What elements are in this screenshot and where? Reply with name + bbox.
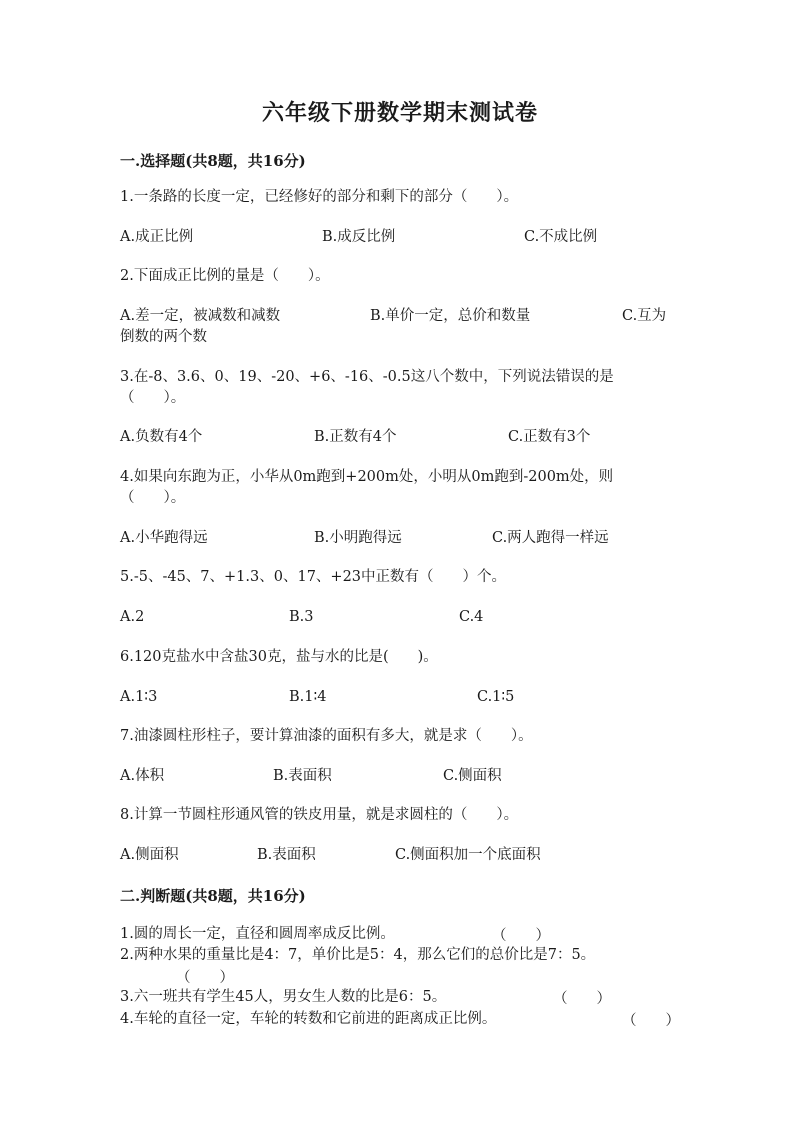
judgement-1-answer-blank[interactable]: （ ） [492, 928, 550, 944]
question-2-stem: 2.下面成正比例的量是（ ）。 [120, 268, 330, 284]
question-1-option-b: B.成反比例 [322, 229, 396, 245]
question-1-option-a: A.成正比例 [120, 229, 194, 245]
question-4-option-b: B.小明跑得远 [314, 530, 402, 546]
question-4-option-a: A.小华跑得远 [120, 530, 208, 546]
question-5-option-c: C.4 [459, 609, 484, 625]
question-7-option-c: C.侧面积 [443, 768, 502, 784]
question-6-option-a: A.1∶3 [120, 689, 158, 705]
judgement-3: 3.六一班共有学生45人，男女生人数的比是6：5。 [120, 989, 447, 1005]
question-4-option-c: C.两人跑得一样远 [492, 530, 609, 546]
judgement-4: 4.车轮的直径一定，车轮的转数和它前进的距离成正比例。 [120, 1011, 497, 1027]
question-1-option-c: C.不成比例 [524, 229, 598, 245]
section-heading-choice: 一.选择题(共8题，共16分) [120, 152, 306, 170]
question-4-stem: 4.如果向东跑为正，小华从0m跑到+200m处，小明从0m跑到-200m处，则 [120, 469, 614, 485]
question-3-stem: 3.在-8、3.6、0、19、-20、+6、-16、-0.5这八个数中，下列说法错误的是 [120, 369, 614, 385]
question-2-option-a: A.差一定，被减数和减数 [120, 308, 281, 324]
question-1-stem: 1.一条路的长度一定，已经修好的部分和剩下的部分（ ）。 [120, 189, 519, 205]
question-4-stem-cont: （ ）。 [120, 490, 186, 506]
question-2-option-b: B.单价一定，总价和数量 [370, 308, 531, 324]
question-3-option-a: A.负数有4个 [120, 429, 203, 445]
question-5-stem: 5.-5、-45、7、+1.3、0、17、+23中正数有（ ）个。 [120, 569, 507, 585]
question-8-option-c: C.侧面积加一个底面积 [395, 847, 541, 863]
question-7-option-b: B.表面积 [273, 768, 332, 784]
question-2-option-c: C.互为 [622, 308, 667, 324]
question-7-option-a: A.体积 [120, 768, 165, 784]
question-2-option-c-cont: 倒数的两个数 [120, 329, 207, 345]
section-heading-judgement: 二.判断题(共8题，共16分) [120, 887, 306, 905]
question-8-option-a: A.侧面积 [120, 847, 179, 863]
question-5-option-a: A.2 [120, 609, 145, 625]
question-8-option-b: B.表面积 [257, 847, 316, 863]
question-8-stem: 8.计算一节圆柱形通风管的铁皮用量，就是求圆柱的（ ）。 [120, 807, 519, 823]
question-6-option-b: B.1∶4 [289, 689, 327, 705]
judgement-3-answer-blank[interactable]: （ ） [553, 991, 611, 1007]
judgement-2-answer-blank[interactable]: （ ） [176, 970, 234, 986]
question-3-option-c: C.正数有3个 [508, 429, 591, 445]
page-title: 六年级下册数学期末测试卷 [261, 100, 538, 126]
judgement-1: 1.圆的周长一定，直径和圆周率成反比例。 [120, 926, 395, 942]
question-6-option-c: C.1∶5 [477, 689, 515, 705]
question-6-stem: 6.120克盐水中含盐30克，盐与水的比是( )。 [120, 649, 438, 665]
question-3-stem-cont: （ ）。 [120, 390, 186, 406]
judgement-2: 2.两种水果的重量比是4：7，单价比是5：4，那么它们的总价比是7：5。 [120, 947, 596, 963]
question-5-option-b: B.3 [289, 609, 314, 625]
judgement-4-answer-blank[interactable]: （ ） [622, 1013, 680, 1029]
question-7-stem: 7.油漆圆柱形柱子，要计算油漆的面积有多大，就是求（ ）。 [120, 728, 533, 744]
question-3-option-b: B.正数有4个 [314, 429, 397, 445]
